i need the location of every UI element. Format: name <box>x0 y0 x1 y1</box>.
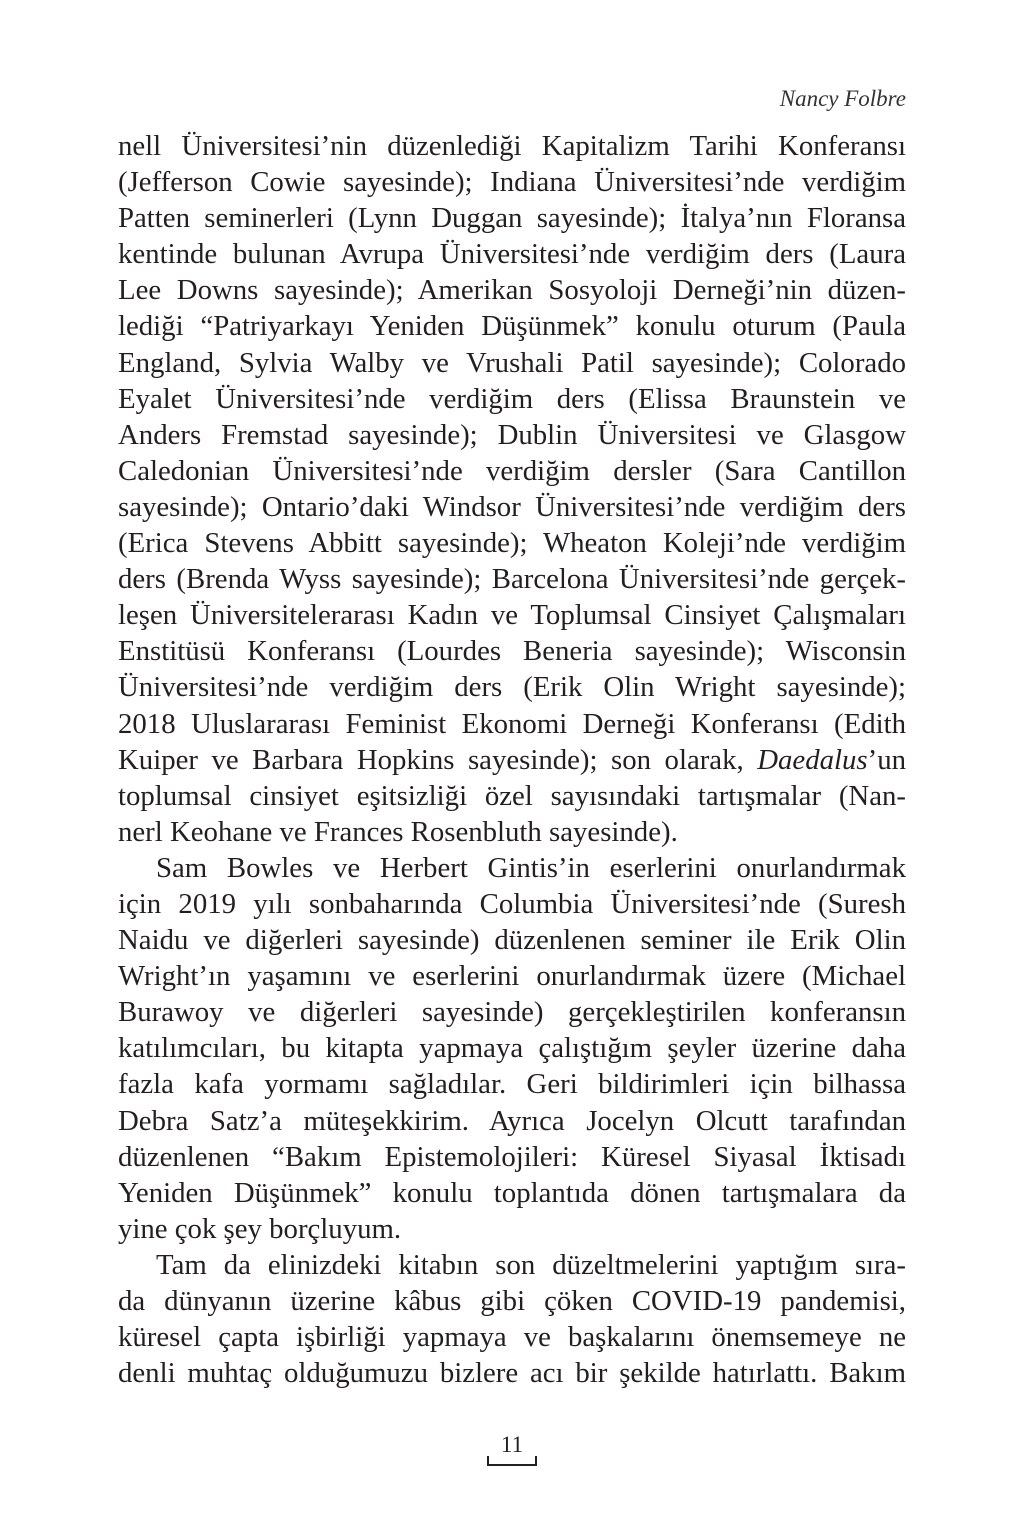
text-line: Burawoy ve diğerleri sayesinde) gerçekleştirilen konferansın <box>118 996 906 1029</box>
text-line: kentinde bulunan Avrupa Üniversitesi’nde verdiğim ders (Laura <box>118 238 906 271</box>
text-line: toplumsal cinsiyet eşitsizliği özel sayısındaki tartışmalar (Nan- <box>118 779 906 812</box>
text-line: Sam Bowles ve Herbert Gintis’in eserlerini onurlandırmak <box>156 851 906 884</box>
text-line: Tam da elinizdeki kitabın son düzeltmelerini yaptığım sıra- <box>156 1248 906 1281</box>
text-line: denli muhtaç olduğumuzu bizlere acı bir şekilde hatırlattı. Bakım <box>118 1357 906 1390</box>
text-line-part: ’un <box>867 743 906 776</box>
text-line: nerl Keohane ve Frances Rosenbluth sayesinde). <box>118 815 678 848</box>
text-line-part: Kuiper ve Barbara Hopkins sayesinde); son olarak, <box>118 743 758 776</box>
text-line: Wright’ın yaşamını ve eserlerini onurlandırmak üzere (Michael <box>118 960 906 993</box>
text-line: leşen Üniversitelerarası Kadın ve Toplumsal Cinsiyet Çalışmaları <box>118 599 906 632</box>
text-line: düzenlenen “Bakım Epistemolojileri: Küresel Siyasal İktisadı <box>118 1140 906 1173</box>
journal-title: Daedalus <box>757 743 868 776</box>
text-line: Naidu ve diğerleri sayesinde) düzenlenen seminer ile Erik Olin <box>118 924 906 957</box>
text-line: (Jefferson Cowie sayesinde); Indiana Üniversitesi’nde verdiğim <box>118 166 906 199</box>
text-line: Anders Fremstad sayesinde); Dublin Üniversitesi ve Glasgow <box>118 418 906 451</box>
text-line: ders (Brenda Wyss sayesinde); Barcelona Üniversitesi’nde gerçek- <box>118 563 906 596</box>
text-line: katılımcıları, bu kitapta yapmaya çalıştığım şeyler üzerine daha <box>118 1032 906 1065</box>
text-line: England, Sylvia Walby ve Vrushali Patil sayesinde); Colorado <box>118 346 906 379</box>
text-line: Eyalet Üniversitesi’nde verdiğim ders (Elissa Braunstein ve <box>118 382 906 415</box>
text-line: küresel çapta işbirliği yapmaya ve başkalarını önemsemeye ne <box>118 1321 906 1354</box>
text-line: Enstitüsü Konferansı (Lourdes Beneria sayesinde); Wisconsin <box>118 635 906 668</box>
text-line: nell Üniversitesi’nin düzenlediği Kapitalizm Tarihi Konferansı <box>118 130 906 162</box>
text-line: 2018 Uluslararası Feminist Ekonomi Derneği Konferansı (Edith <box>118 707 906 740</box>
text-line: yine çok şey borçluyum. <box>118 1212 402 1245</box>
page-footer <box>0 1432 1024 1466</box>
text-line: Lee Downs sayesinde); Amerikan Sosyoloji Derneği’nin düzen- <box>118 274 906 307</box>
page-number: 11 <box>487 1432 537 1466</box>
text-line: Yeniden Düşünmek” konulu toplantıda dönen tartışmalara da <box>118 1176 906 1209</box>
text-line <box>118 742 906 778</box>
text-line: için 2019 yılı sonbaharında Columbia Üniversitesi’nde (Suresh <box>118 887 906 920</box>
text-line: da dünyanın üzerine kâbus gibi çöken COVID-19 pandemisi, <box>118 1285 906 1317</box>
text-line: Debra Satz’a müteşekkirim. Ayrıca Jocelyn Olcutt tarafından <box>118 1104 906 1137</box>
text-line: Caledonian Üniversitesi’nde verdiğim dersler (Sara Cantillon <box>118 454 906 487</box>
text-line: Üniversitesi’nde verdiğim ders (Erik Olin Wright sayesinde); <box>118 671 906 704</box>
text-line: (Erica Stevens Abbitt sayesinde); Wheaton Koleji’nde verdiğim <box>118 527 906 560</box>
running-head: Nancy Folbre <box>779 86 906 111</box>
body-text <box>118 128 906 1391</box>
text-line: Patten seminerleri (Lynn Duggan sayesinde); İtalya’nın Floransa <box>118 202 906 235</box>
text-line: fazla kafa yormamı sağladılar. Geri bildirimleri için bilhassa <box>118 1068 906 1101</box>
text-line: sayesinde); Ontario’daki Windsor Üniversitesi’nde verdiğim ders <box>118 490 906 523</box>
text-line: lediği “Patriyarkayı Yeniden Düşünmek” konulu oturum (Paula <box>118 310 906 343</box>
